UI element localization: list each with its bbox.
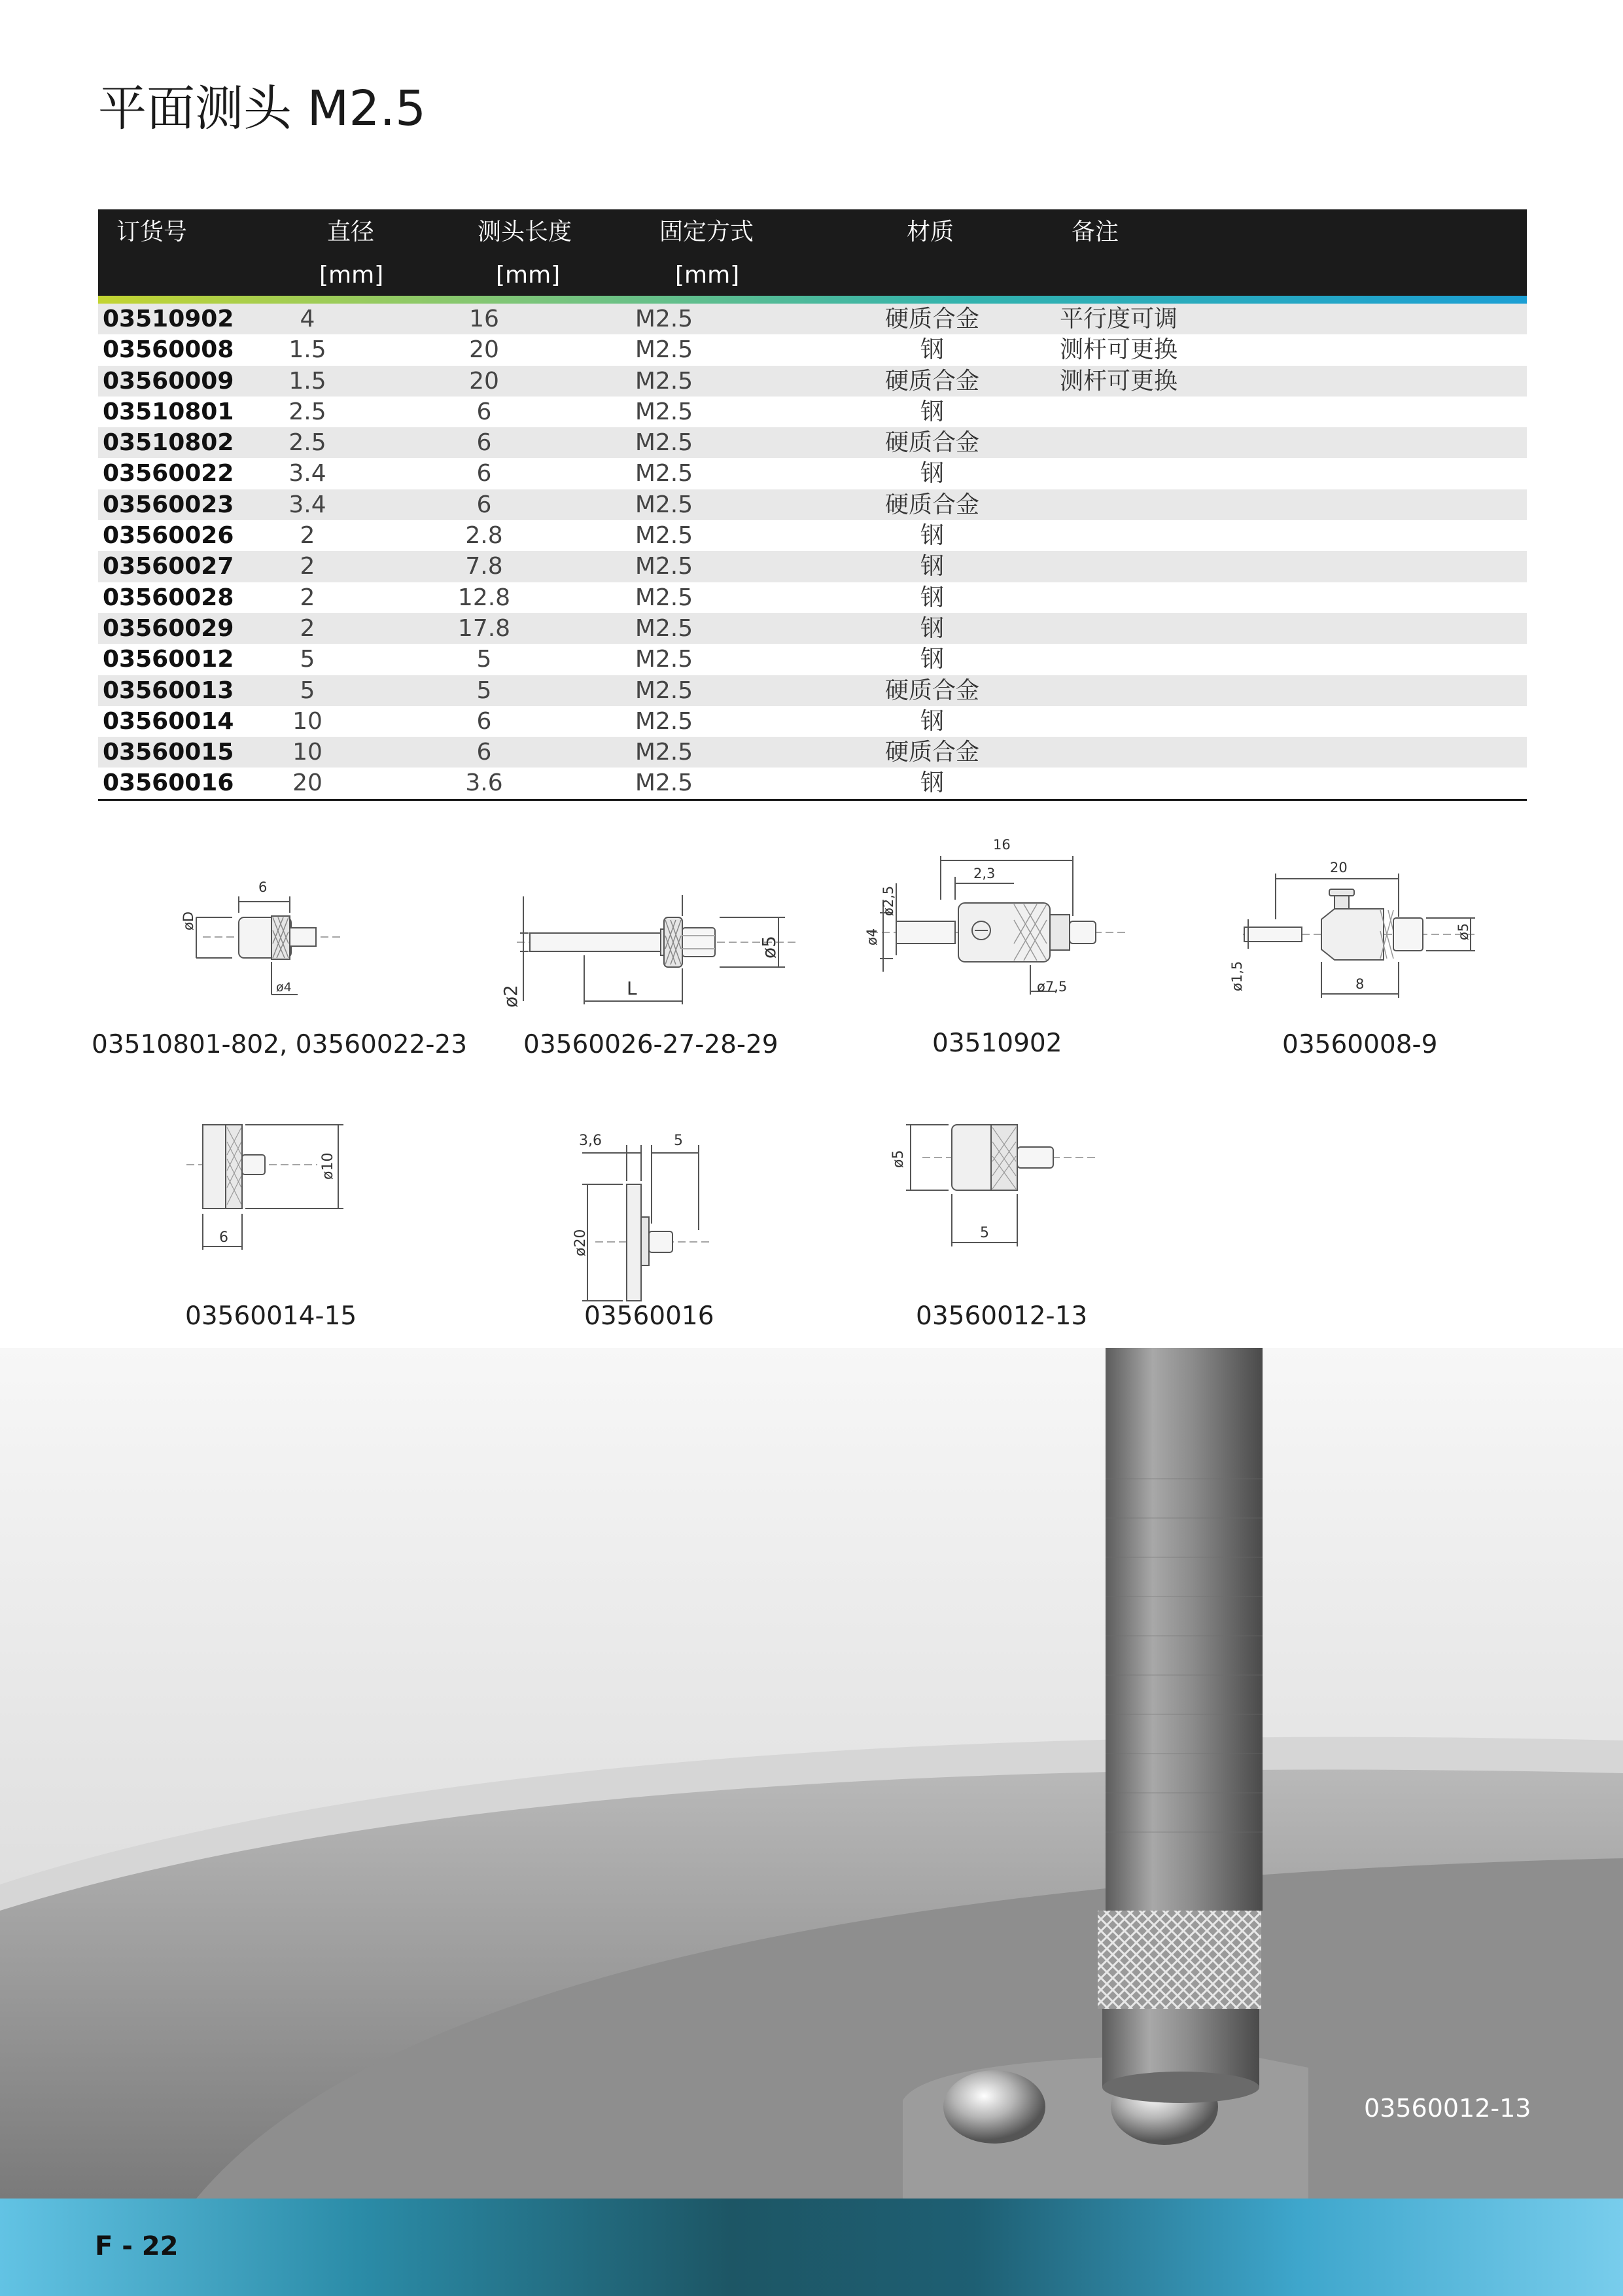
header-diameter: 直径: [327, 219, 375, 245]
mount-cell: M2.5: [635, 769, 693, 797]
length-cell: 6: [476, 429, 492, 457]
table-row: [98, 366, 1527, 397]
material-cell: 钢: [920, 769, 944, 797]
length-cell: 5: [476, 677, 492, 704]
length-cell: 7.8: [465, 553, 503, 580]
length-cell: 20: [469, 367, 499, 395]
length-cell: 6: [476, 491, 492, 518]
dim-label: 3,6: [579, 1133, 602, 1149]
mount-cell: M2.5: [635, 614, 693, 642]
mount-cell: M2.5: [635, 584, 693, 611]
material-cell: 钢: [920, 522, 944, 550]
drawing-caption: 03560026-27-28-29: [523, 1030, 778, 1059]
length-cell: 20: [469, 336, 499, 364]
header-accent-bar: [98, 296, 1527, 304]
material-cell: 钢: [920, 460, 944, 487]
drawing-03510801: [183, 870, 353, 1023]
diameter-cell: 1.5: [288, 367, 326, 395]
product-photo: [0, 1348, 1623, 2199]
dim-label: 6: [258, 879, 268, 895]
order-number: 03560028: [103, 584, 234, 611]
dim-label: ø2: [500, 985, 521, 1008]
header-mount: 固定方式: [659, 219, 754, 245]
mount-cell: M2.5: [635, 306, 693, 332]
diameter-cell: 2.5: [288, 398, 326, 425]
material-cell: 硬质合金: [884, 429, 979, 457]
mount-cell: M2.5: [635, 739, 693, 766]
table-row: [98, 304, 1527, 334]
dim-label: 6: [219, 1229, 228, 1246]
diameter-cell: 4: [300, 306, 315, 332]
length-cell: 12.8: [457, 584, 511, 611]
header-order: 订货号: [116, 219, 188, 245]
table-body: [98, 304, 1527, 799]
length-cell: 6: [476, 460, 492, 487]
order-number: 03510802: [103, 429, 234, 457]
drawing-caption: 03510902: [932, 1029, 1062, 1058]
dim-label: ø10: [320, 1152, 336, 1180]
material-cell: 钢: [920, 707, 944, 735]
mount-cell: M2.5: [635, 646, 693, 673]
mount-cell: M2.5: [635, 429, 693, 457]
order-number: 03560027: [103, 553, 234, 580]
drawing-caption: 03560014-15: [185, 1301, 357, 1331]
length-cell: 5: [476, 646, 492, 673]
dim-label: 16: [993, 837, 1011, 853]
dim-label: ø4: [276, 980, 292, 995]
diameter-cell: 2: [300, 522, 315, 550]
mount-cell: M2.5: [635, 677, 693, 704]
mount-cell: M2.5: [635, 398, 693, 425]
table-bottom-rule: [98, 799, 1527, 801]
diameter-cell: 10: [292, 707, 323, 735]
table-row: [98, 334, 1527, 365]
table-row: [98, 458, 1527, 489]
order-number: 03560016: [103, 769, 234, 797]
table-row: [98, 520, 1527, 551]
material-cell: 钢: [920, 646, 944, 673]
table-row: [98, 427, 1527, 458]
unit-diameter: [mm]: [319, 262, 384, 289]
table-row: [98, 675, 1527, 706]
dim-label: 5: [980, 1225, 989, 1241]
table-row: [98, 644, 1527, 675]
drawing-03560016: [569, 1119, 726, 1318]
dim-label: ø5: [890, 1150, 907, 1168]
drawing-03560008: [1230, 854, 1492, 1014]
dim-label: ø2,5: [881, 885, 896, 916]
material-cell: 钢: [920, 553, 944, 580]
dim-label: 2,3: [973, 866, 996, 881]
length-cell: 17.8: [457, 614, 511, 642]
dim-label: øD: [181, 911, 196, 930]
length-cell: 3.6: [465, 769, 503, 797]
dim-label: 5: [674, 1133, 683, 1149]
dim-label: ø7,5: [1037, 979, 1068, 995]
note-cell: 测杆可更换: [1060, 336, 1178, 364]
order-number: 03560022: [103, 460, 234, 487]
dim-label: ø1,5: [1229, 961, 1245, 991]
order-number: 03560008: [103, 336, 234, 364]
order-number: 03560026: [103, 522, 234, 550]
table-header: [98, 209, 1527, 296]
drawing-03560012: [883, 1116, 1106, 1262]
length-cell: 6: [476, 707, 492, 735]
table-row: [98, 737, 1527, 768]
diameter-cell: 10: [292, 739, 323, 766]
table-row: [98, 397, 1527, 427]
table-row: [98, 706, 1527, 737]
drawing-03560014: [186, 1116, 357, 1269]
material-cell: 硬质合金: [884, 677, 979, 704]
material-cell: 硬质合金: [884, 306, 979, 332]
drawing-caption: 03560012-13: [916, 1301, 1088, 1331]
drawing-caption: 03560008-9: [1282, 1030, 1438, 1059]
table-row: [98, 551, 1527, 582]
table-row: [98, 582, 1527, 613]
material-cell: 硬质合金: [884, 491, 979, 518]
diameter-cell: 5: [300, 646, 315, 673]
order-number: 03560013: [103, 677, 234, 704]
order-number: 03560012: [103, 646, 234, 673]
drawing-03510902: [857, 831, 1132, 1010]
table-row: [98, 768, 1527, 798]
length-cell: 16: [469, 306, 499, 332]
dim-label: ø20: [572, 1229, 589, 1256]
material-cell: 钢: [920, 336, 944, 364]
drawing-caption: 03560016: [584, 1301, 714, 1331]
mount-cell: M2.5: [635, 367, 693, 395]
order-number: 03560029: [103, 614, 234, 642]
length-cell: 6: [476, 398, 492, 425]
order-number: 03560014: [103, 707, 234, 735]
diameter-cell: 2: [300, 614, 315, 642]
table-row: [98, 489, 1527, 520]
mount-cell: M2.5: [635, 491, 693, 518]
header-note: 备注: [1072, 219, 1119, 245]
page-number: F - 22: [95, 2231, 179, 2261]
unit-length: [mm]: [496, 262, 561, 289]
length-cell: 6: [476, 739, 492, 766]
material-cell: 钢: [920, 614, 944, 642]
note-cell: 平行度可调: [1060, 306, 1178, 332]
header-length: 测头长度: [478, 219, 572, 245]
dim-label: ø5: [1456, 923, 1471, 940]
dim-label: ø4: [864, 928, 880, 945]
length-cell: 2.8: [465, 522, 503, 550]
dim-label: ø5: [758, 936, 780, 959]
order-number: 03560015: [103, 739, 234, 766]
diameter-cell: 5: [300, 677, 315, 704]
order-number: 03560009: [103, 367, 234, 395]
mount-cell: M2.5: [635, 707, 693, 735]
note-cell: 测杆可更换: [1060, 367, 1178, 395]
order-number: 03510801: [103, 398, 234, 425]
material-cell: 硬质合金: [884, 739, 979, 766]
mount-cell: M2.5: [635, 460, 693, 487]
dim-label: 20: [1330, 860, 1348, 875]
diameter-cell: 2: [300, 553, 315, 580]
mount-cell: M2.5: [635, 336, 693, 364]
unit-mount: [mm]: [675, 262, 740, 289]
diameter-cell: 2.5: [288, 429, 326, 457]
diameter-cell: 3.4: [288, 491, 326, 518]
diameter-cell: 1.5: [288, 336, 326, 364]
diameter-cell: 3.4: [288, 460, 326, 487]
material-cell: 钢: [920, 398, 944, 425]
header-material: 材质: [907, 219, 954, 245]
mount-cell: M2.5: [635, 553, 693, 580]
drawing-caption: 03510801-802, 03560022-23: [92, 1030, 468, 1059]
diameter-cell: 20: [292, 769, 323, 797]
table-row: [98, 613, 1527, 644]
spec-table: [98, 209, 1527, 801]
dim-label: 8: [1355, 976, 1365, 992]
dim-label: L: [627, 978, 637, 999]
mount-cell: M2.5: [635, 522, 693, 550]
order-number: 03510902: [103, 306, 234, 332]
diameter-cell: 2: [300, 584, 315, 611]
order-number: 03560023: [103, 491, 234, 518]
material-cell: 钢: [920, 584, 944, 611]
drawing-03560026: [500, 883, 805, 1030]
material-cell: 硬质合金: [884, 367, 979, 395]
page-title: 平面测头 M2.5: [98, 80, 427, 137]
photo-caption: 03560012-13: [1364, 2094, 1531, 2123]
footer-bar: [0, 2199, 1623, 2296]
